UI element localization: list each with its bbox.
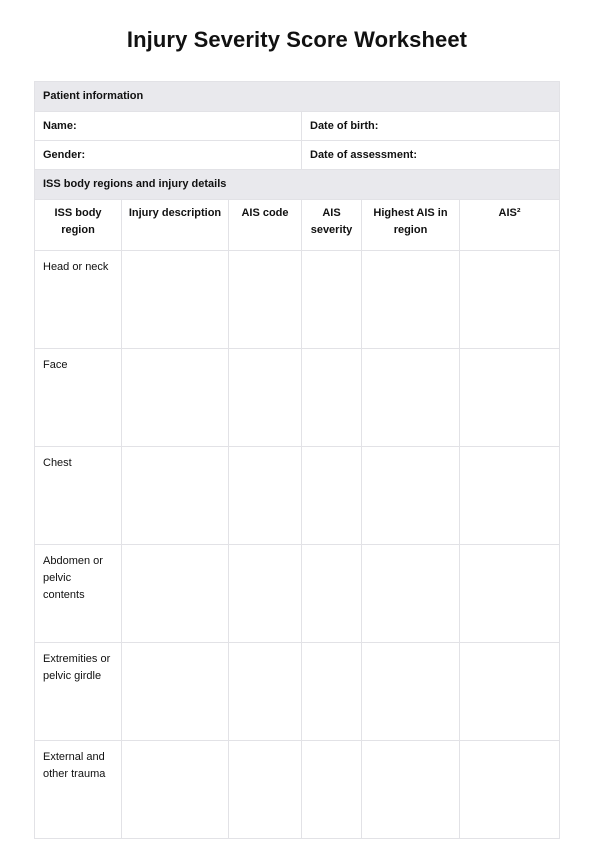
ais-severity-cell[interactable] bbox=[302, 349, 362, 447]
patient-row-gender bbox=[35, 141, 560, 170]
highest-ais-cell[interactable] bbox=[362, 643, 460, 741]
column-header-injury-description: Injury description bbox=[122, 200, 229, 251]
highest-ais-cell[interactable] bbox=[362, 741, 460, 839]
ais-squared-cell[interactable] bbox=[460, 741, 560, 839]
injury-description-cell[interactable] bbox=[122, 349, 229, 447]
patient-information-heading: Patient information bbox=[35, 82, 560, 112]
region-label: Abdomen or pelvic contents bbox=[35, 545, 122, 643]
column-header-ais-squared: AIS² bbox=[460, 200, 560, 251]
table-row bbox=[35, 447, 560, 545]
region-label: External and other trauma bbox=[35, 741, 122, 839]
ais-squared-cell[interactable] bbox=[460, 643, 560, 741]
table-row bbox=[35, 545, 560, 643]
ais-code-cell[interactable] bbox=[229, 545, 302, 643]
iss-worksheet-table bbox=[34, 81, 560, 839]
ais-squared-cell[interactable] bbox=[460, 447, 560, 545]
column-header-ais-severity: AIS severity bbox=[302, 200, 362, 251]
column-header-highest-ais: Highest AIS in region bbox=[362, 200, 460, 251]
ais-squared-cell[interactable] bbox=[460, 545, 560, 643]
ais-severity-cell[interactable] bbox=[302, 447, 362, 545]
column-header-ais-code: AIS code bbox=[229, 200, 302, 251]
region-label: Head or neck bbox=[35, 251, 122, 349]
patient-row-name bbox=[35, 112, 560, 141]
ais-severity-cell[interactable] bbox=[302, 545, 362, 643]
ais-severity-cell[interactable] bbox=[302, 251, 362, 349]
table-row bbox=[35, 741, 560, 839]
table-row bbox=[35, 251, 560, 349]
ais-code-cell[interactable] bbox=[229, 447, 302, 545]
table-row bbox=[35, 349, 560, 447]
regions-heading: ISS body regions and injury details bbox=[35, 170, 560, 200]
ais-code-cell[interactable] bbox=[229, 251, 302, 349]
highest-ais-cell[interactable] bbox=[362, 447, 460, 545]
highest-ais-cell[interactable] bbox=[362, 349, 460, 447]
injury-description-cell[interactable] bbox=[122, 447, 229, 545]
ais-severity-cell[interactable] bbox=[302, 643, 362, 741]
region-label: Extremities or pelvic girdle bbox=[35, 643, 122, 741]
ais-code-cell[interactable] bbox=[229, 643, 302, 741]
region-label: Chest bbox=[35, 447, 122, 545]
name-field[interactable]: Name: bbox=[35, 112, 302, 141]
ais-squared-cell[interactable] bbox=[460, 251, 560, 349]
worksheet-title: Injury Severity Score Worksheet bbox=[126, 27, 468, 52]
regions-header-row bbox=[35, 170, 560, 200]
injury-description-cell[interactable] bbox=[122, 545, 229, 643]
column-header-region: ISS body region bbox=[35, 200, 122, 251]
ais-code-cell[interactable] bbox=[229, 741, 302, 839]
ais-severity-cell[interactable] bbox=[302, 741, 362, 839]
column-header-row bbox=[35, 200, 560, 251]
injury-description-cell[interactable] bbox=[122, 643, 229, 741]
table-row bbox=[35, 643, 560, 741]
highest-ais-cell[interactable] bbox=[362, 545, 460, 643]
date-of-assessment-field[interactable]: Date of assessment: bbox=[302, 141, 560, 170]
gender-field[interactable]: Gender: bbox=[35, 141, 302, 170]
highest-ais-cell[interactable] bbox=[362, 251, 460, 349]
region-label: Face bbox=[35, 349, 122, 447]
injury-description-cell[interactable] bbox=[122, 251, 229, 349]
date-of-birth-field[interactable]: Date of birth: bbox=[302, 112, 560, 141]
patient-information-header-row bbox=[35, 82, 560, 112]
ais-code-cell[interactable] bbox=[229, 349, 302, 447]
injury-description-cell[interactable] bbox=[122, 741, 229, 839]
ais-squared-cell[interactable] bbox=[460, 349, 560, 447]
